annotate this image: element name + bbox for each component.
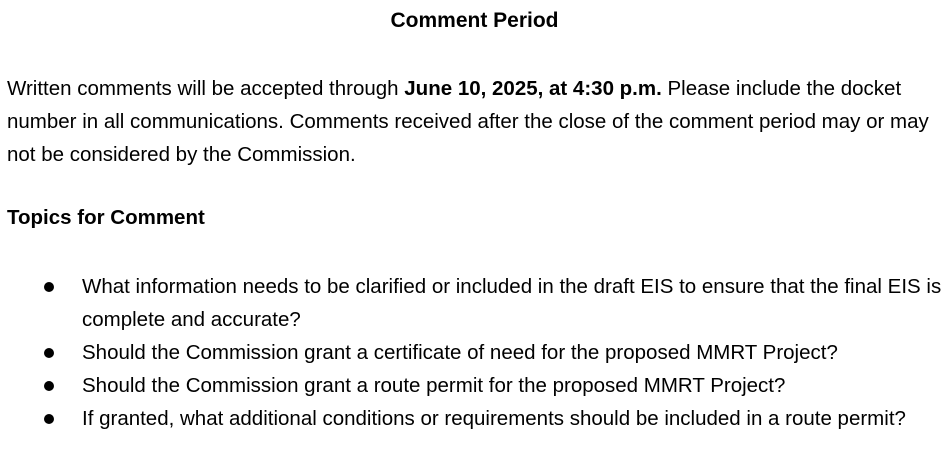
list-item — [0, 402, 945, 435]
list-item — [0, 270, 945, 336]
list-item — [0, 336, 945, 369]
bullet-icon — [44, 348, 54, 358]
list-item-text: What information needs to be clarified or included in the draft EIS to ensure that the final EIS is complete and accurate? — [82, 275, 942, 331]
comment-period-paragraph — [7, 72, 942, 171]
paragraph-text-before: Written comments will be accepted through — [7, 77, 405, 100]
list-item-text: If granted, what additional conditions or requirements should be included in a route permit? — [82, 407, 906, 430]
bullet-icon — [44, 381, 54, 391]
bullet-icon — [44, 282, 54, 292]
topics-list — [0, 270, 945, 435]
deadline-text: June 10, 2025, at 4:30 p.m. — [404, 77, 662, 100]
bullet-icon — [44, 414, 54, 424]
list-item-text: Should the Commission grant a route permit for the proposed MMRT Project? — [82, 374, 786, 397]
list-item-text: Should the Commission grant a certificate of need for the proposed MMRT Project? — [82, 341, 838, 364]
comment-period-heading: Comment Period — [390, 9, 559, 32]
topics-heading: Topics for Comment — [7, 206, 205, 229]
paragraph-text-after: Please include the docket number in all communications. Comments received after the close of the comment period may or may not be considered by the Commission. — [7, 77, 929, 166]
list-item — [0, 369, 945, 402]
